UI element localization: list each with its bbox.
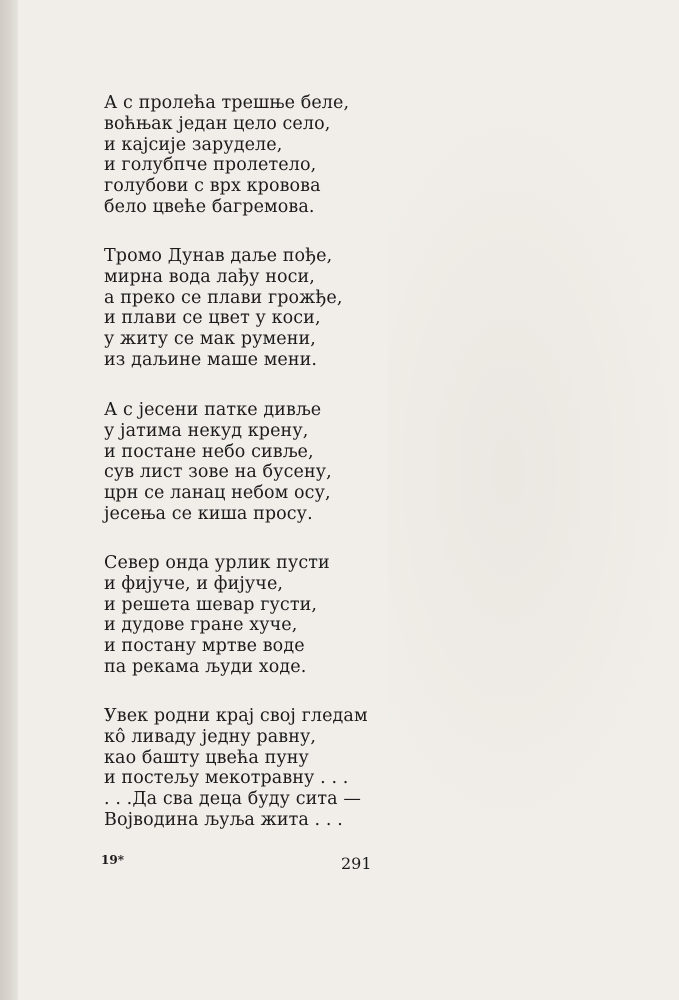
poem-line: и плави се цвет у коси, [104,308,321,329]
poem-line: у житу се мак румени, [104,329,316,350]
poem-line: кô ливаду једну равну, [104,726,317,747]
poem-line: и решета шевар густи, [104,594,318,615]
poem-line: бело цвеће багремова. [104,196,315,217]
page-number: 291 [341,854,372,873]
poem-line: и постану мртве воде [104,636,305,657]
poem-line: и постане небо сивље, [104,441,314,462]
poem-line: Север онда урлик пусти [104,553,330,573]
printer-signature-mark: 19* [101,853,124,867]
poem-line: мирна вода лађу носи, [104,266,315,287]
poem-line: и кајсије заруделе, [104,134,283,155]
poem-line: у јатима некуд крену, [104,420,309,441]
poem-line: А с јесени патке дивље [104,400,322,420]
poem-line: воћњак један цело село, [104,113,331,134]
poem-line: као башту цвећа пуну [104,747,309,768]
book-gutter [0,0,18,1000]
poem-line: из даљине маше мени. [104,349,318,370]
poem-line: Војводина љуља жита . . . [104,809,343,830]
poem-line: . . .Да сва деца буду сита — [104,789,361,810]
poem-line: и постељу мекотравну . . . [104,768,349,789]
stanza-2 [104,246,343,371]
poem-line: голубови с врх кровова [104,176,321,197]
show-through-shadow [388,80,679,860]
poem-line: црн се ланац небом осу, [104,483,331,504]
poem-line: и голубпче пролетело, [104,155,317,176]
stanza-5 [104,706,368,831]
poem-line: А с пролећа трешње беле, [104,93,350,113]
stanza-4 [104,553,330,678]
poem-line: и дудове гране хуче, [104,615,298,636]
stanza-1 [104,93,349,218]
poem-line: Тромо Дунав даље пође, [104,246,333,266]
poem-line: јесења се киша просу. [104,503,313,524]
poem-line: Увек родни крај свој гледам [104,706,368,726]
poem-line: и фијуче, и фијуче, [104,573,284,594]
stanza-3 [104,400,332,525]
poem-line: сув лист зове на бусену, [104,462,332,483]
poem-line: а преко се плави грожђе, [104,287,343,308]
poem-line: па рекама људи ходе. [104,656,307,677]
